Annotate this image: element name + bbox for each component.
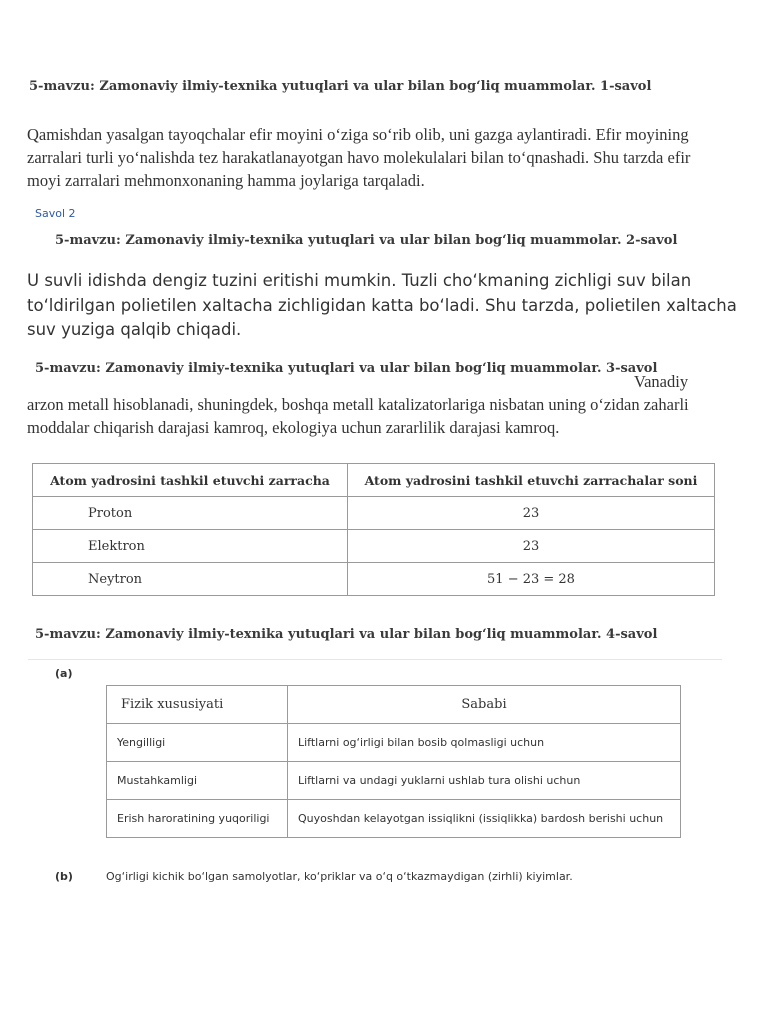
divider xyxy=(28,659,722,660)
table-header-reason: Sababi xyxy=(288,686,681,724)
reason-cell: Liftlarni og‘irligi bilan bosib qolmasligi uchun xyxy=(288,724,681,762)
table-header-count: Atom yadrosini tashkil etuvchi zarrachalar soni xyxy=(348,464,715,497)
table-row xyxy=(33,530,715,563)
q1-paragraph: Qamishdan yasalgan tayoqchalar efir moyini o‘ziga so‘rib olib, uni gazga aylantiradi. Efir moyining zarralari turli yo‘nalishda tez harakatlanayotgan havo molekulalari bilan to‘qnashadi. Shu tarzda efir moyi zarralari mehmonxonaning hamma joylariga tarqaladi. xyxy=(27,125,691,190)
q3-heading: 5-mavzu: Zamonaviy ilmiy-texnika yutuqlari va ular bilan bog‘liq muammolar. 3-savol xyxy=(35,361,658,376)
physical-properties-table xyxy=(106,685,681,838)
q4-heading: 5-mavzu: Zamonaviy ilmiy-texnika yutuqlari va ular bilan bog‘liq muammolar. 4-savol xyxy=(35,627,658,642)
table-row xyxy=(33,497,715,530)
q2-paragraph: U suvli idishda dengiz tuzini eritishi mumkin. Tuzli cho‘kmaning zichligi suv bilan to‘ldirilgan polietilen xaltacha zichligidan katta bo‘ladi. Shu tarzda, polietilen xaltacha suv yuziga qalqib chiqadi. xyxy=(27,271,737,339)
atom-particles-table xyxy=(32,463,715,596)
part-b-answer: Og‘irligi kichik bo‘lgan samolyotlar, ko‘priklar va o‘q o‘tkazmaydigan (zirhli) kiyimlar. xyxy=(106,870,573,883)
part-a-label: (a) xyxy=(55,667,73,680)
q1-heading: 5-mavzu: Zamonaviy ilmiy-texnika yutuqlari va ular bilan bog‘liq muammolar. 1-savol xyxy=(29,79,652,94)
count-cell: 23 xyxy=(348,497,715,530)
table-row xyxy=(107,800,681,838)
savol-2-label: Savol 2 xyxy=(35,207,76,220)
property-cell: Yengilligi xyxy=(107,724,288,762)
table-header-property: Fizik xususiyati xyxy=(107,686,288,724)
property-cell: Mustahkamligi xyxy=(107,762,288,800)
q3-paragraph: arzon metall hisoblanadi, shuningdek, boshqa metall katalizatorlariga nisbatan uning o‘zidan zaharli moddalar chiqarish darajasi kamroq, ekologiya uchun zararlilik darajasi kamroq. xyxy=(27,395,689,437)
table-row xyxy=(107,724,681,762)
count-cell: 23 xyxy=(348,530,715,563)
particle-cell: Proton xyxy=(33,497,348,530)
particle-cell: Elektron xyxy=(33,530,348,563)
part-b-label: (b) xyxy=(55,870,73,883)
table-header-particle: Atom yadrosini tashkil etuvchi zarracha xyxy=(33,464,348,497)
particle-cell: Neytron xyxy=(33,563,348,596)
property-cell: Erish haroratining yuqoriligi xyxy=(107,800,288,838)
reason-cell: Quyoshdan kelayotgan issiqlikni (issiqlikka) bardosh berishi uchun xyxy=(288,800,681,838)
reason-cell: Liftlarni va undagi yuklarni ushlab tura olishi uchun xyxy=(288,762,681,800)
count-cell: 51 − 23 = 28 xyxy=(348,563,715,596)
q3-first-word: Vanadiy xyxy=(634,372,689,391)
table-row xyxy=(33,563,715,596)
q2-heading: 5-mavzu: Zamonaviy ilmiy-texnika yutuqlari va ular bilan bog‘liq muammolar. 2-savol xyxy=(55,233,678,248)
table-row xyxy=(107,762,681,800)
